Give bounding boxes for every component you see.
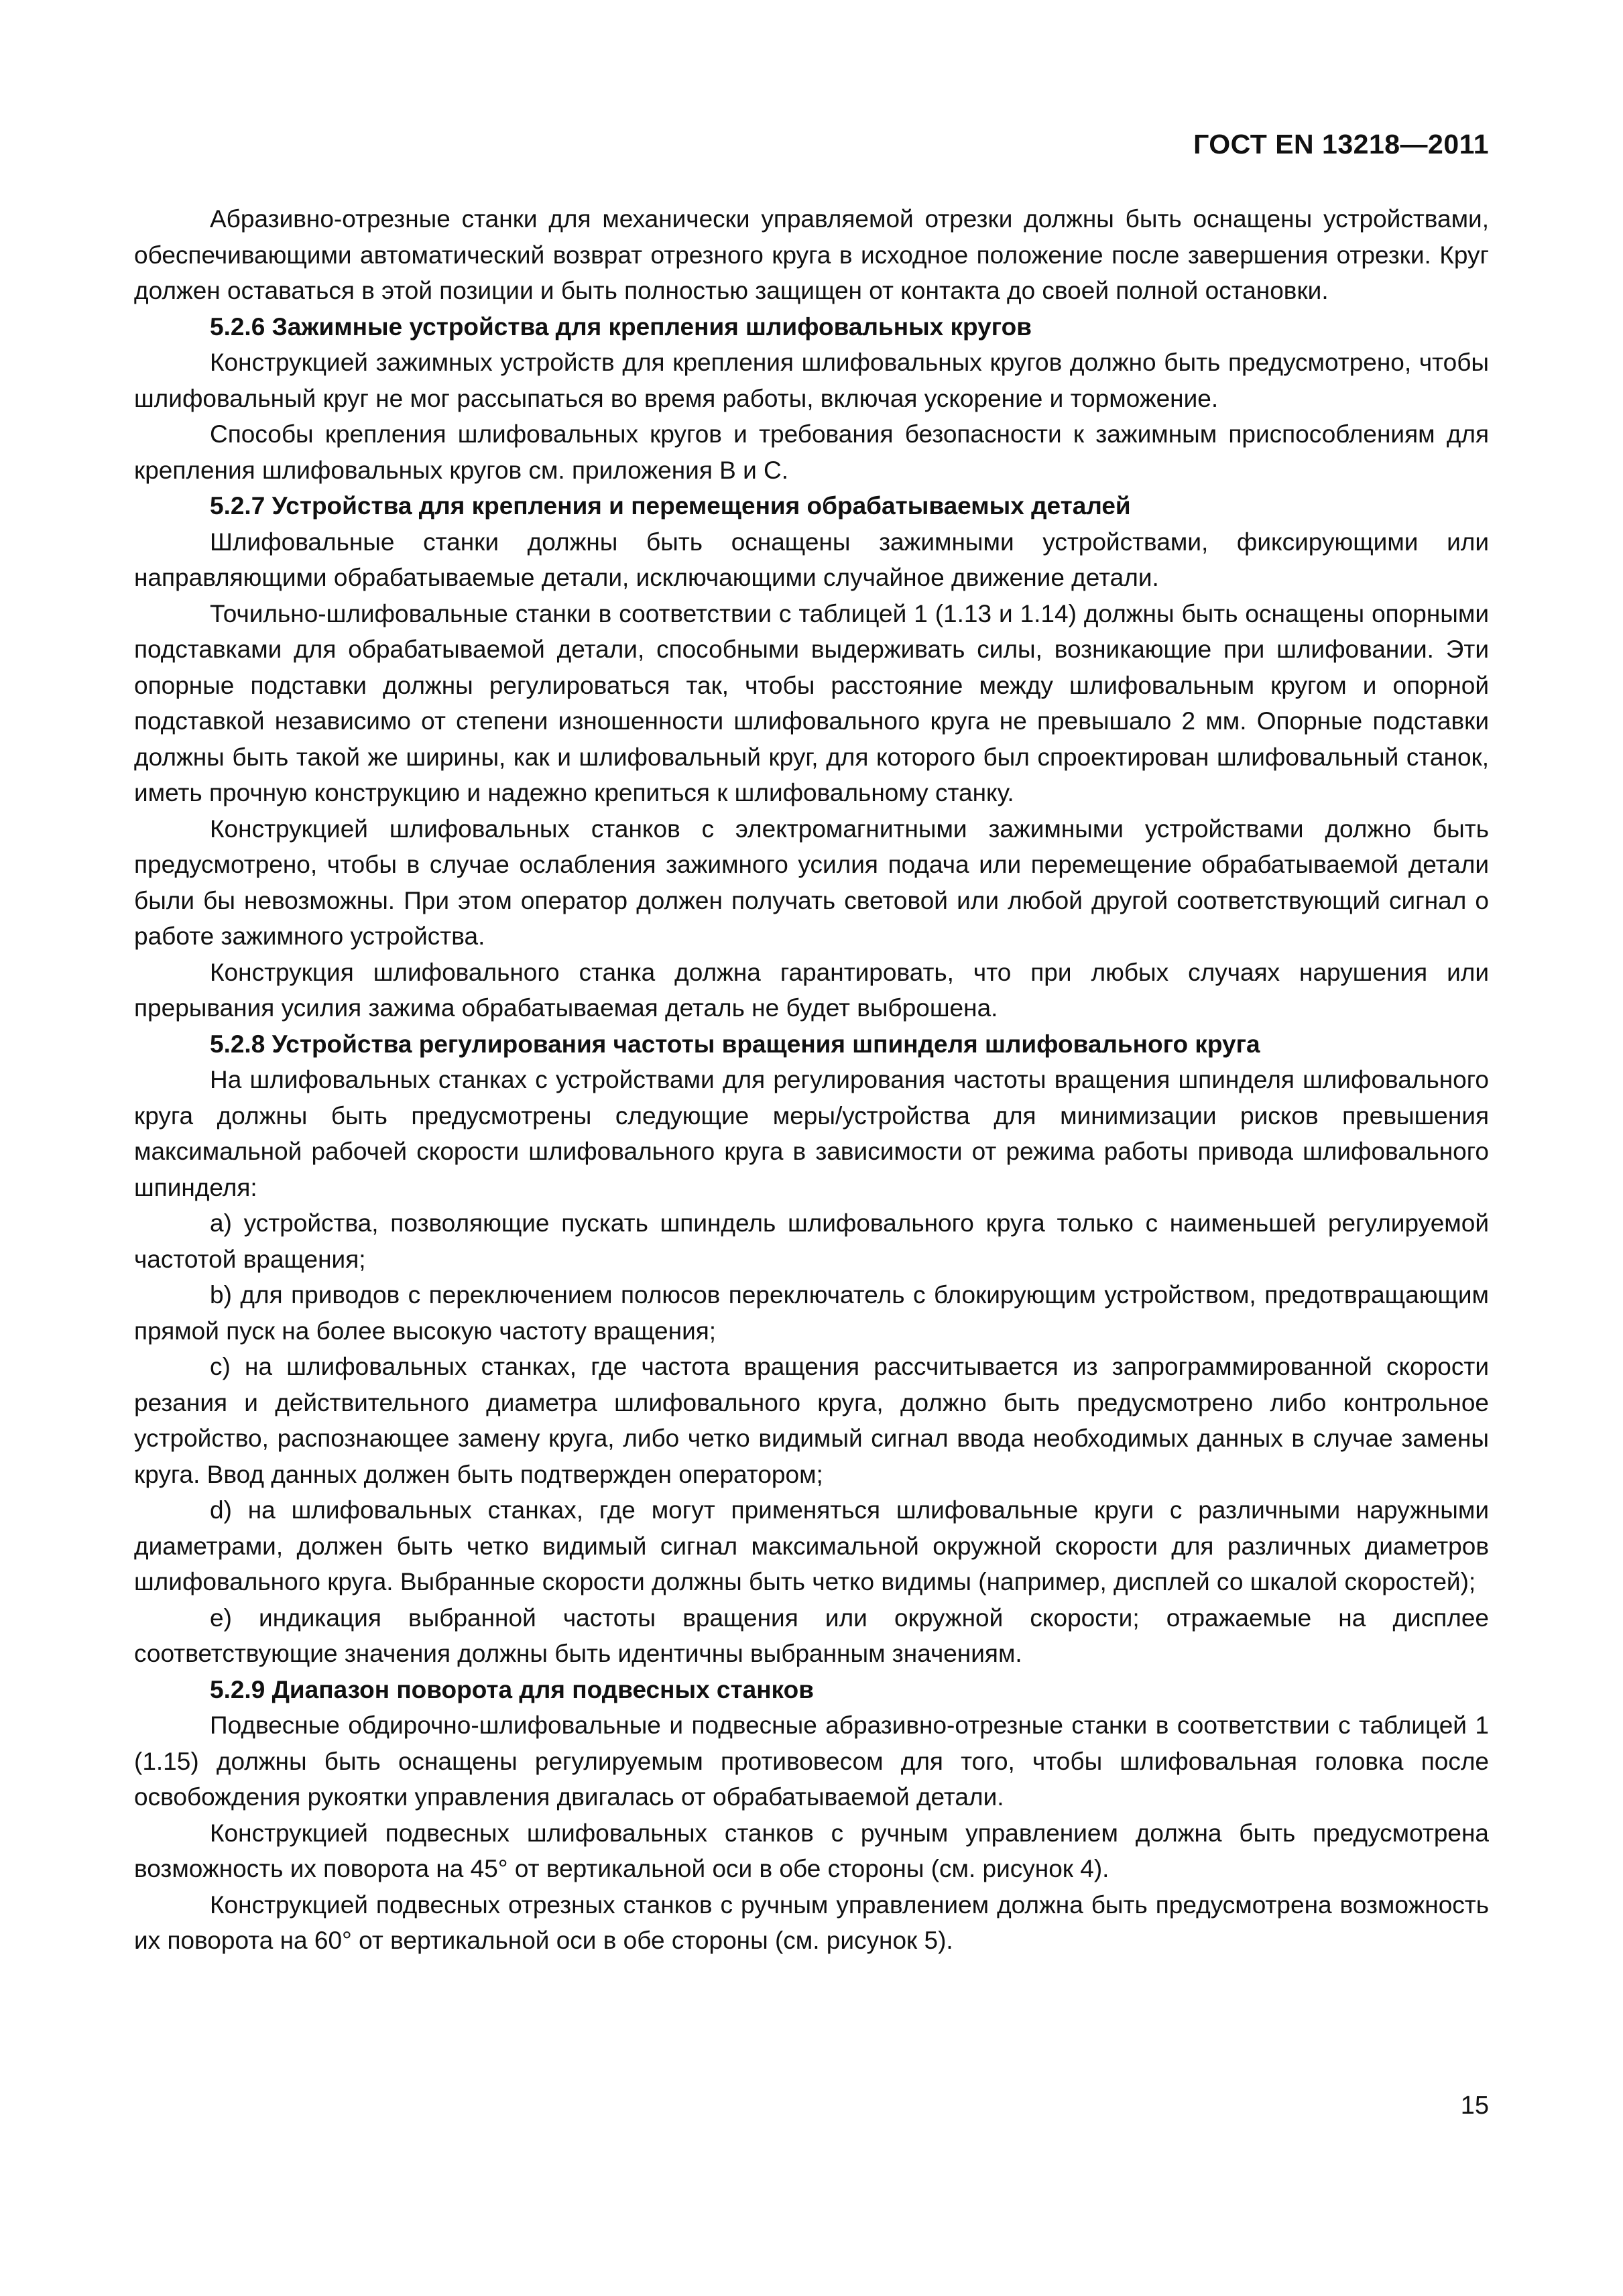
- paragraph: Способы крепления шлифовальных кругов и требования безопасности к зажимным приспособлениям для крепления шлифовальных кругов см. приложения В и С.: [134, 420, 1489, 484]
- section-heading-5-2-9: 5.2.9 Диапазон поворота для подвесных станков: [210, 1675, 814, 1703]
- paragraph: Конструкцией зажимных устройств для крепления шлифовальных кругов должно быть предусмотрено, чтобы шлифовальный круг не мог рассыпаться во время работы, включая ускорение и торможение.: [134, 349, 1489, 412]
- list-item-c: c) на шлифовальных станках, где частота вращения рассчитывается из запрограммированной скорости резания и действительного диаметра шлифовального круга, должно быть предусмотрено либо контрольное устройство, распознающее замену круга, либо четко видимый сигнал ввода необходимых данных в случае замены круга. Ввод данных должен быть подтвержден оператором;: [134, 1353, 1489, 1488]
- list-item-d: d) на шлифовальных станках, где могут применяться шлифовальные круги с различными наружными диаметрами, должен быть четко видимый сигнал максимальной окружной скорости для различных диаметров шлифовального круга. Выбранные скорости должны быть четко видимы (например, дисплей со шкалой скоростей);: [134, 1496, 1489, 1595]
- section-heading-5-2-7: 5.2.7 Устройства для крепления и перемещения обрабатываемых деталей: [210, 492, 1131, 520]
- paragraph: Шлифовальные станки должны быть оснащены зажимными устройствами, фиксирующими или направляющими обрабатываемые детали, исключающими случайное движение детали.: [134, 528, 1489, 591]
- section-heading-5-2-8: 5.2.8 Устройства регулирования частоты вращения шпинделя шлифовального круга: [210, 1030, 1260, 1058]
- list-item-b: b) для приводов с переключением полюсов переключатель с блокирующим устройством, предотвращающим прямой пуск на более высокую частоту вращения;: [134, 1281, 1489, 1345]
- paragraph: Конструкцией подвесных шлифовальных станков с ручным управлением должна быть предусмотрена возможность их поворота на 45° от вертикальной оси в обе стороны (см. рисунок 4).: [134, 1819, 1489, 1882]
- list-item-e: e) индикация выбранной частоты вращения или окружной скорости; отражаемые на дисплее соответствующие значения должны быть идентичны выбранным значениям.: [134, 1604, 1489, 1667]
- paragraph: Точильно-шлифовальные станки в соответствии с таблицей 1 (1.13 и 1.14) должны быть оснащены опорными подставками для обрабатываемой детали, способными выдерживать силы, возникающие при шлифовании. Эти опорные подставки должны регулироваться так, чтобы расстояние между шлифовальным кругом и опорной подставкой независимо от степени изношенности шлифовального круга не превышало 2 мм. Опорные подставки должны быть такой же ширины, как и шлифовальный круг, для которого был спроектирован шлифовальный станок, иметь прочную конструкцию и надежно крепиться к шлифовальному станку.: [134, 599, 1489, 806]
- section-heading-5-2-6: 5.2.6 Зажимные устройства для крепления шлифовальных кругов: [210, 312, 1032, 341]
- paragraph: Подвесные обдирочно-шлифовальные и подвесные абразивно-отрезные станки в соответствии с таблицей 1 (1.15) должны быть оснащены регулируемым противовесом для того, чтобы шлифовальная головка после освобождения рукоятки управления двигалась от обрабатываемой детали.: [134, 1711, 1489, 1811]
- paragraph: Конструкцией подвесных отрезных станков с ручным управлением должна быть предусмотрена возможность их поворота на 60° от вертикальной оси в обе стороны (см. рисунок 5).: [134, 1890, 1489, 1954]
- list-item-a: a) устройства, позволяющие пускать шпиндель шлифовального круга только с наименьшей регулируемой частотой вращения;: [134, 1209, 1489, 1273]
- document-body: [134, 201, 1489, 1959]
- document-code-header: ГОСТ EN 13218—2011: [1193, 129, 1489, 160]
- paragraph: Конструкцией шлифовальных станков с электромагнитными зажимными устройствами должно быть предусмотрено, чтобы в случае ослабления зажимного усилия подача или перемещение обрабатываемой детали были бы невозможны. При этом оператор должен получать световой или любой другой соответствующий сигнал о работе зажимного устройства.: [134, 814, 1489, 950]
- paragraph: Конструкция шлифовального станка должна гарантировать, что при любых случаях нарушения или прерывания усилия зажима обрабатываемая деталь не будет выброшена.: [134, 958, 1489, 1022]
- paragraph: На шлифовальных станках с устройствами для регулирования частоты вращения шпинделя шлифовального круга должны быть предусмотрены следующие меры/устройства для минимизации рисков превышения максимальной рабочей скорости шлифовального круга в зависимости от режима работы привода шлифовального шпинделя:: [134, 1066, 1489, 1201]
- paragraph: Абразивно-отрезные станки для механически управляемой отрезки должны быть оснащены устройствами, обеспечивающими автоматический возврат отрезного круга в исходное положение после завершения отрезки. Круг должен оставаться в этой позиции и быть полностью защищен от контакта до своей полной остановки.: [134, 205, 1489, 304]
- page-number: 15: [1460, 2092, 1489, 2120]
